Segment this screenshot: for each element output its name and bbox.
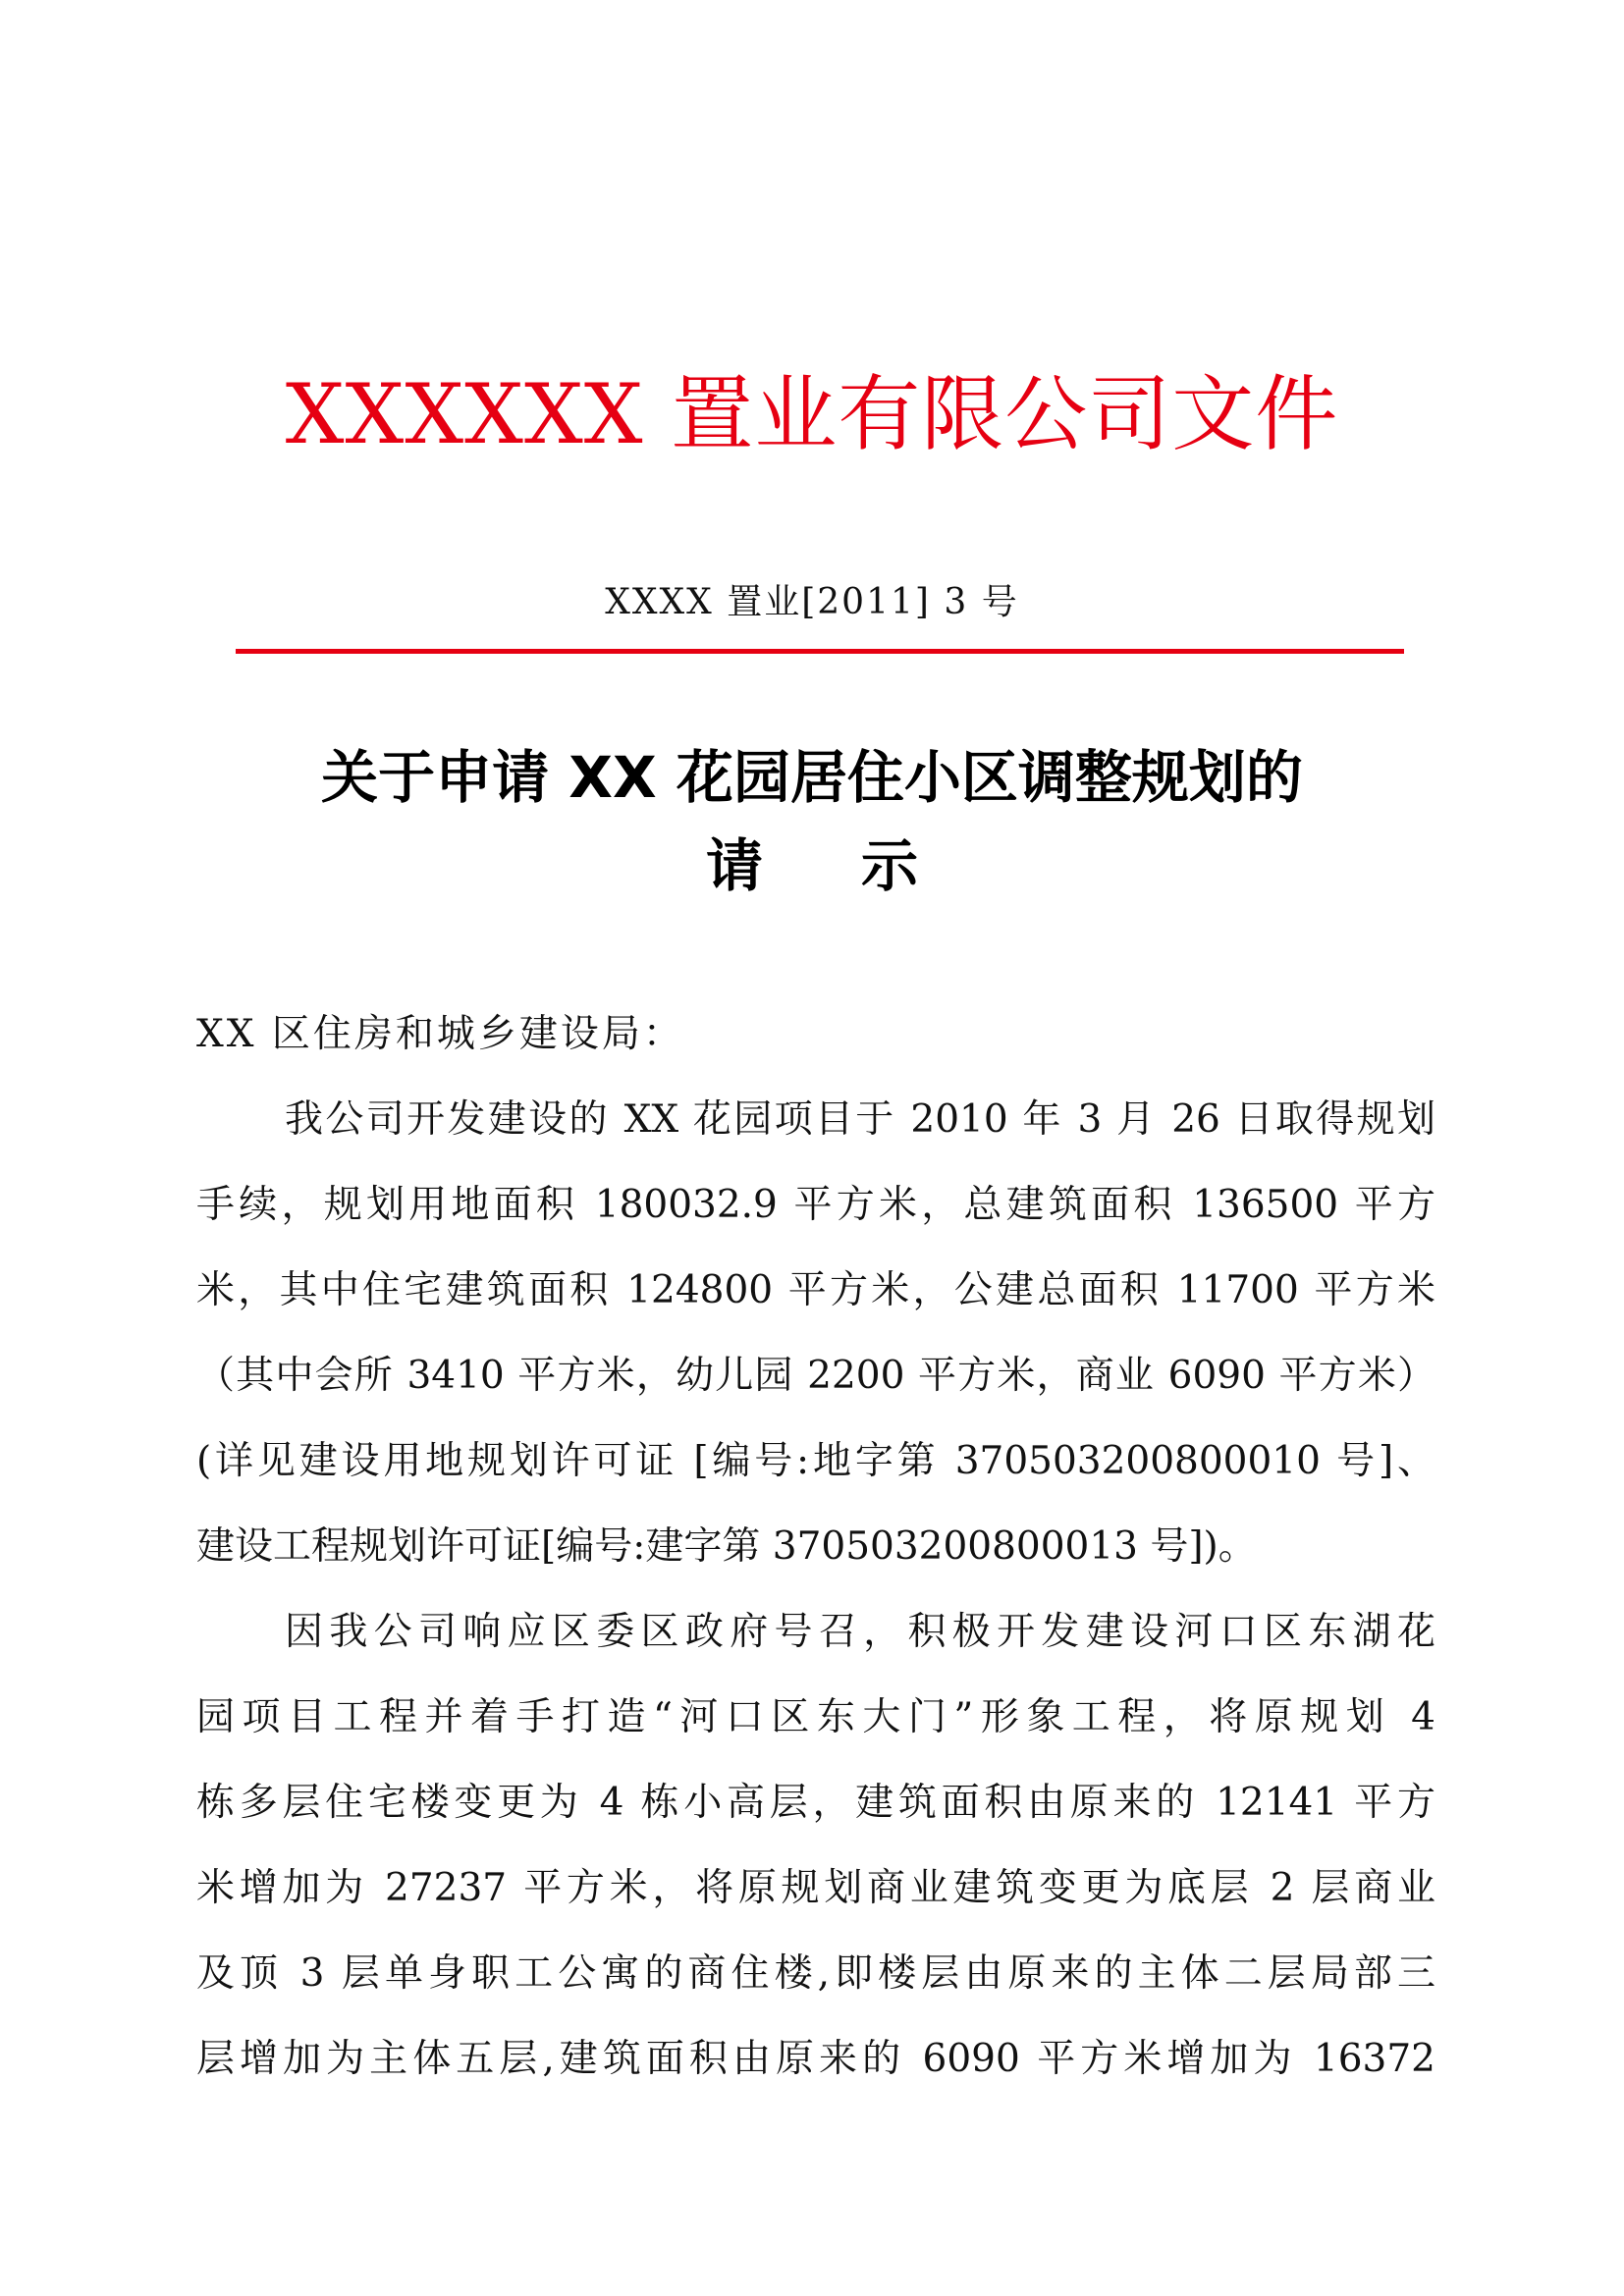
paragraph-line: 因我公司响应区委区政府号召，积极开发建设河口区东湖花 xyxy=(285,1610,1435,1654)
paragraph-line: 层增加为主体五层,建筑面积由原来的 6090 平方米增加为 16372 xyxy=(196,2037,1435,2081)
paragraph-line: 米增加为 27237 平方米，将原规划商业建筑变更为底层 2 层商业 xyxy=(196,1866,1435,1910)
paragraph-line: 园项目工程并着手打造“河口区东大门”形象工程，将原规划 4 xyxy=(196,1695,1435,1739)
document-title-line-2: 请示 xyxy=(705,832,1016,899)
paragraph-line: 我公司开发建设的 XX 花园项目于 2010 年 3 月 26 日取得规划 xyxy=(285,1097,1435,1142)
org-header-title: XXXXXX 置业有限公司文件 xyxy=(285,366,1339,462)
paragraph-line: 米，其中住宅建筑面积 124800 平方米，公建总面积 11700 平方米 xyxy=(196,1268,1435,1312)
salutation: XX 区住房和城乡建设局： xyxy=(196,1012,684,1056)
paragraph-line: （其中会所 3410 平方米，幼儿园 2200 平方米，商业 6090 平方米） xyxy=(196,1354,1435,1398)
paragraph-line: (详见建设用地规划许可证 [编号:地字第 370503200800010 号]、 xyxy=(196,1439,1435,1483)
paragraph-line: 建设工程规划许可证[编号:建字第 370503200800013 号])。 xyxy=(196,1524,1257,1569)
paragraph-line: 栋多层住宅楼变更为 4 栋小高层，建筑面积由原来的 12141 平方 xyxy=(196,1781,1435,1825)
paragraph-line: 手续，规划用地面积 180032.9 平方米，总建筑面积 136500 平方 xyxy=(196,1183,1435,1227)
document-title-line-1: 关于申请 XX 花园居住小区调整规划的 xyxy=(321,744,1303,811)
document-number: XXXX 置业[2011] 3 号 xyxy=(605,582,1019,622)
red-divider-line xyxy=(236,649,1404,654)
paragraph-line: 及顶 3 层单身职工公寓的商住楼,即楼层由原来的主体二层局部三 xyxy=(196,1951,1435,1996)
